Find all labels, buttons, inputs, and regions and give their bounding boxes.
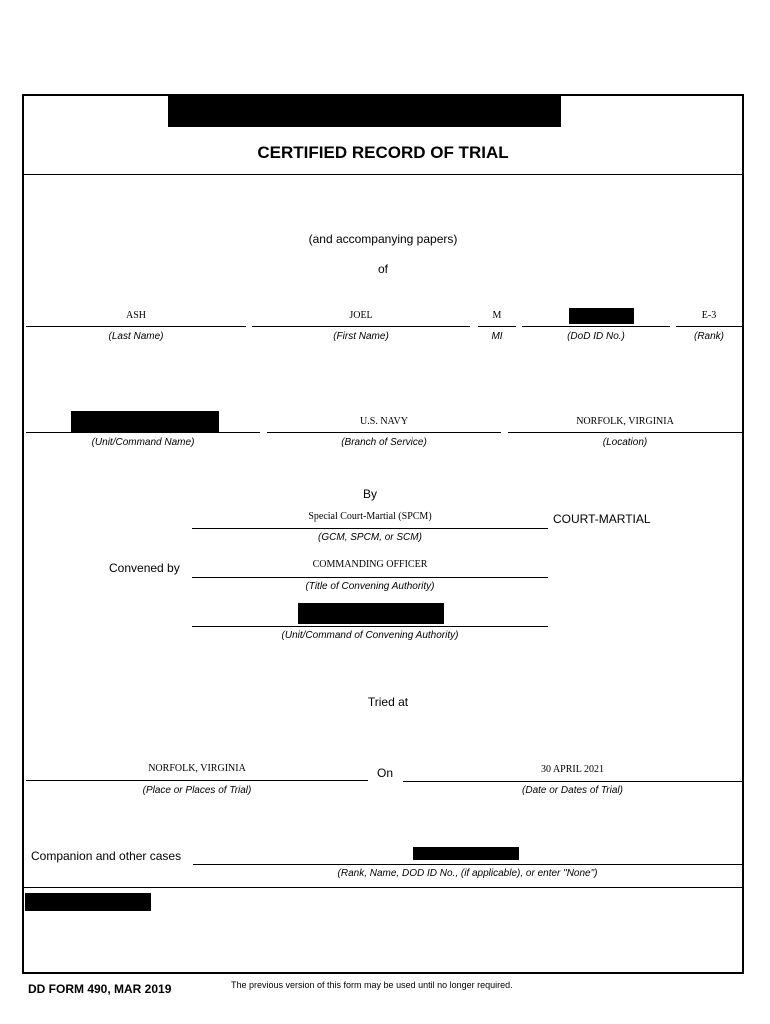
on-label: On (377, 766, 394, 780)
rank-line (676, 326, 742, 327)
header-divider (22, 174, 744, 175)
location-caption: (Location) (602, 437, 648, 448)
convening-unit-caption: (Unit/Command of Convening Authority) (281, 630, 459, 641)
last-name-line (26, 326, 246, 327)
unit-caption: (Unit/Command Name) (91, 437, 195, 448)
footer-divider (22, 887, 744, 888)
first-name-caption: (First Name) (333, 331, 389, 342)
form-title: CERTIFIED RECORD OF TRIAL (257, 143, 509, 162)
redaction-convening-unit (298, 603, 444, 624)
place-value[interactable]: NORFOLK, VIRGINIA (148, 763, 246, 774)
court-type-value[interactable]: Special Court-Martial (SPCM) (308, 511, 432, 522)
first-name-value[interactable]: JOEL (349, 310, 373, 321)
place-line (26, 780, 368, 781)
form-subtitle: (and accompanying papers) (308, 232, 458, 246)
date-caption: (Date or Dates of Trial) (522, 785, 623, 796)
convening-title-caption: (Title of Convening Authority) (305, 581, 435, 592)
court-type-caption: (GCM, SPCM, or SCM) (318, 532, 422, 543)
mi-value[interactable]: M (492, 310, 502, 321)
convening-title-line (192, 577, 548, 578)
form-id: DD FORM 490, MAR 2019 (28, 982, 172, 996)
rank-caption: (Rank) (693, 331, 724, 342)
companion-label: Companion and other cases (31, 849, 182, 863)
first-name-line (252, 326, 470, 327)
location-line (508, 432, 742, 433)
dod-id-caption: (DoD ID No.) (567, 331, 625, 342)
redaction-companion (413, 847, 519, 860)
by-label: By (362, 487, 377, 501)
redaction-header (168, 96, 561, 127)
of-label: of (377, 262, 388, 276)
location-value[interactable]: NORFOLK, VIRGINIA (576, 416, 674, 427)
date-line (403, 781, 742, 782)
convened-by-label: Convened by (109, 561, 180, 575)
redaction-stamp (25, 893, 151, 911)
mi-caption: MI (491, 331, 503, 342)
dod-id-line (522, 326, 670, 327)
mi-line (478, 326, 516, 327)
last-name-caption: (Last Name) (108, 331, 164, 342)
place-caption: (Place or Places of Trial) (142, 785, 252, 796)
branch-value[interactable]: U.S. NAVY (360, 416, 408, 427)
rank-value[interactable]: E-3 (701, 310, 717, 321)
footer-note: The previous version of this form may be used until no longer required. (231, 980, 513, 990)
branch-caption: (Branch of Service) (341, 437, 427, 448)
unit-line (26, 432, 260, 433)
redaction-unit (71, 411, 219, 432)
date-value[interactable]: 30 APRIL 2021 (541, 764, 604, 775)
redaction-dod-id (569, 308, 634, 324)
court-type-line (192, 528, 548, 529)
companion-caption: (Rank, Name, DOD ID No., (if applicable), or enter "None") (337, 868, 598, 879)
tried-at-label: Tried at (367, 695, 409, 709)
convening-title-value[interactable]: COMMANDING OFFICER (312, 559, 428, 570)
branch-line (267, 432, 501, 433)
convening-unit-line (192, 626, 548, 627)
companion-line (193, 864, 742, 865)
court-martial-label: COURT-MARTIAL (553, 512, 651, 526)
last-name-value[interactable]: ASH (125, 310, 146, 321)
